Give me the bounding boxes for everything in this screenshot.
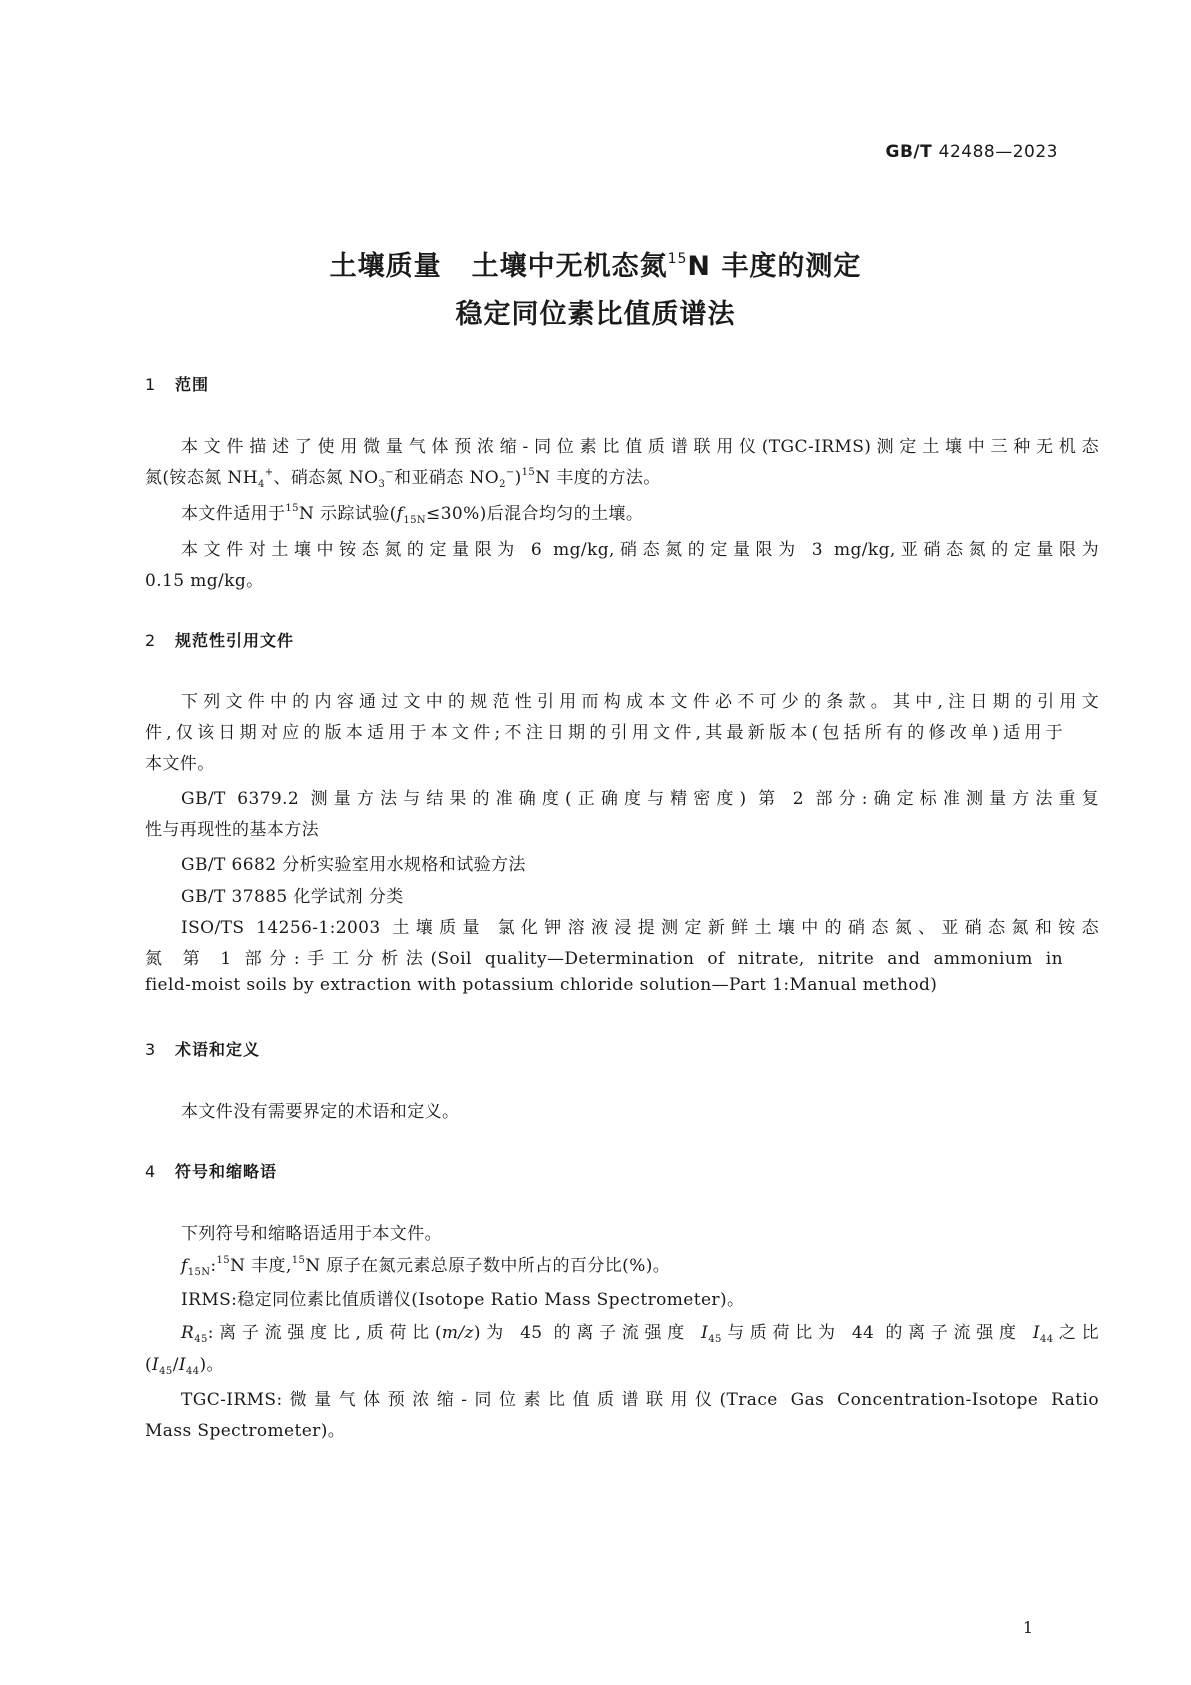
section-2-heading: 2 规范性引用文件 [145, 631, 295, 650]
s3-paragraph-1: 本文件没有需要界定的术语和定义。 [181, 1102, 460, 1122]
s2-paragraph-1-line3: 本文件。 [145, 754, 215, 774]
s1-paragraph-3-line2: 0.15 mg/kg。 [145, 571, 264, 591]
standard-number [886, 142, 1058, 162]
abbreviation-tgc-irms-definition-line1: TGC-IRMS:微量气体预浓缩-同位素比值质谱联用仪(Trace Gas Concentration-Isotope Ratio [181, 1390, 1099, 1410]
reference-gbt-6682: GB/T 6682 分析实验室用水规格和试验方法 [181, 855, 526, 875]
s2-paragraph-1-line2: 件,仅该日期对应的版本适用于本文件;不注日期的引用文件,其最新版本(包括所有的修改单)适用于 [145, 723, 1063, 743]
reference-iso-14256-line2: 氮 第 1 部分:手工分析法(Soil quality—Determination of nitrate, nitrite and ammonium in [145, 949, 1063, 969]
section-1-heading: 1 范围 [145, 375, 210, 394]
reference-gbt-6379-line2: 性与再现性的基本方法 [145, 820, 319, 840]
s1-paragraph-2: 本文件适用于$^{15}$N 示踪试验$(f_{15N}\le 30\%)$后混合均匀的土壤。 [181, 503, 644, 526]
abbreviation-tgc-irms-definition-line2: Mass Spectrometer)。 [145, 1421, 346, 1441]
symbol-r45-definition-line1: $R_{45}$:离子流强度比,质荷比(m/z)为 45 的离子流强度 $I_{45}$与质荷比为 44 的离子流强度 $I_{44}$之比 [181, 1323, 1099, 1345]
s4-paragraph-1: 下列符号和缩略语适用于本文件。 [181, 1224, 442, 1244]
reference-gbt-6379-line1: GB/T 6379.2 测量方法与结果的准确度(正确度与精密度) 第 2 部分:确定标准测量方法重复 [181, 789, 1099, 809]
standard-code: 42488—2023 [938, 142, 1058, 162]
symbol-r45-definition-line2: $(I_{45}/I_{44})$。 [145, 1355, 224, 1377]
section-3-heading: 3 术语和定义 [145, 1040, 261, 1059]
reference-gbt-37885: GB/T 37885 化学试剂 分类 [181, 887, 404, 907]
standard-prefix: GB/T [885, 142, 933, 162]
document-title-line2: 稳定同位素比值质谱法 [455, 299, 736, 330]
document-title-line1: 土壤质量 土壤中无机态氮$^{15}$N 丰度的测定 [329, 251, 862, 282]
reference-iso-14256-line1: ISO/TS 14256-1:2003 土壤质量 氯化钾溶液浸提测定新鲜土壤中的硝态氮、亚硝态氮和铵态 [181, 918, 1099, 938]
page-number: 1 [1022, 1618, 1033, 1637]
reference-iso-14256-line3: field-moist soils by extraction with potassium chloride solution—Part 1:Manual method) [145, 975, 938, 995]
s2-paragraph-1-line1: 下列文件中的内容通过文中的规范性引用而构成本文件必不可少的条款。其中,注日期的引用文 [181, 692, 1099, 712]
s1-paragraph-1-line1: 本文件描述了使用微量气体预浓缩-同位素比值质谱联用仪(TGC-IRMS)测定土壤中三种无机态 [181, 437, 1099, 457]
section-4-heading: 4 符号和缩略语 [145, 1162, 278, 1181]
abbreviation-irms-definition: IRMS:稳定同位素比值质谱仪(Isotope Ratio Mass Spectrometer)。 [181, 1290, 745, 1310]
symbol-f15n-definition: $f_{15N}:^{15}N$ 丰度,$^{15}$N 原子在氮元素总原子数中所占的百分比(%)。 [181, 1255, 671, 1278]
s1-paragraph-3-line1: 本文件对土壤中铵态氮的定量限为 6 mg/kg,硝态氮的定量限为 3 mg/kg,亚硝态氮的定量限为 [181, 540, 1099, 560]
s1-paragraph-1-line2: 氮(铵态氮 $NH_4^+$、硝态氮 $NO_3^-$和亚硝态 $NO_2^-)^{15}N$ 丰度的方法。 [145, 467, 661, 490]
